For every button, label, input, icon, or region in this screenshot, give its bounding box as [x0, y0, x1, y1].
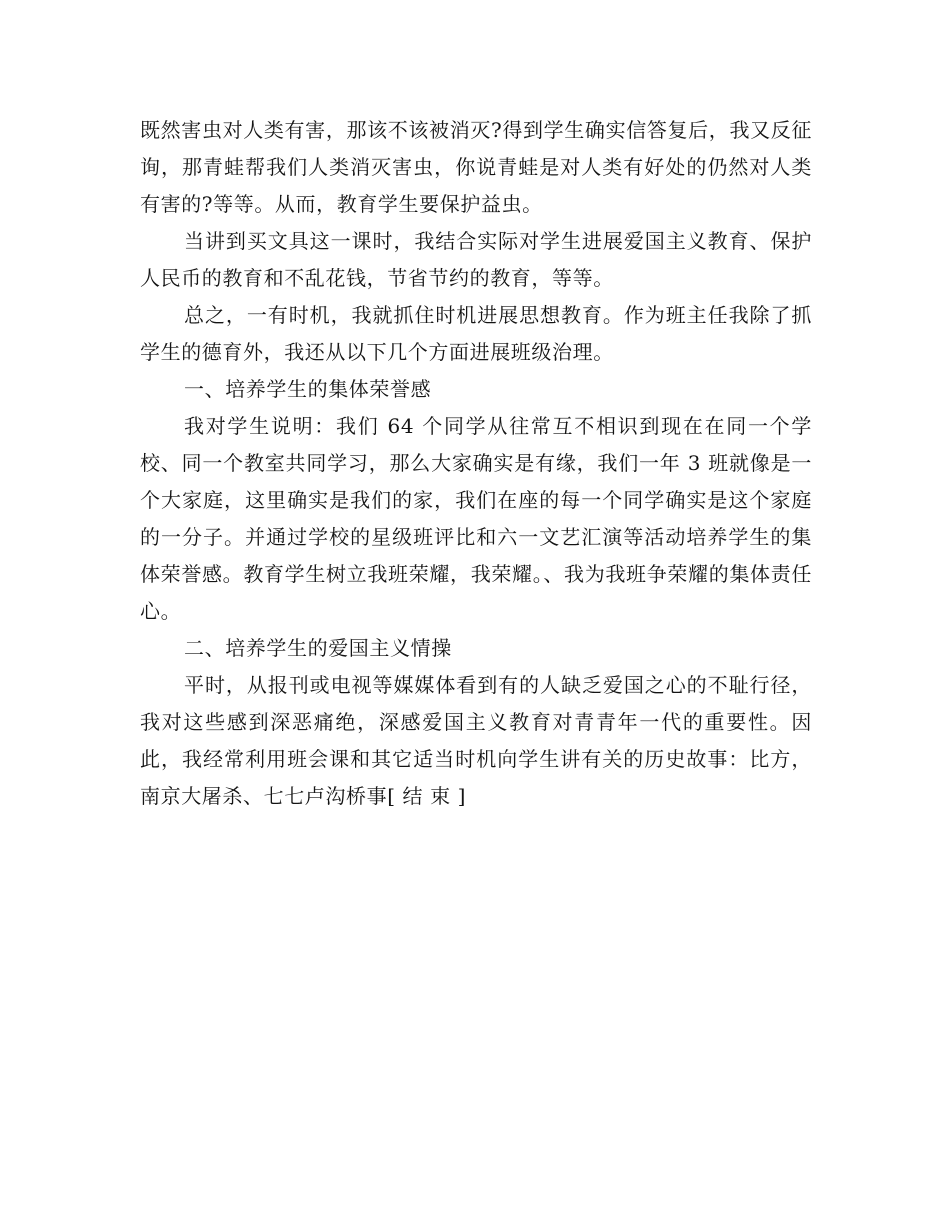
paragraph: 我对学生说明：我们 64 个同学从往常互不相识到现在在同一个学校、同一个教室共同学习，那么大家确实是有缘，我们一年 3 班就像是一个大家庭，这里确实是我们的家，我们在座的每一个同学确实是这个家庭的一分子。并通过学校的星级班评比和六一文艺汇演等活动培养学生的集体荣誉感。教育学生树立我班荣耀，我荣耀。、我为我班争荣耀的集体责任心。: [140, 414, 812, 623]
paragraph: 平时，从报刊或电视等媒媒体看到有的人缺乏爱国之心的不耻行径，我对这些感到深恶痛绝，深感爱国主义教育对青青年一代的重要性。因此，我经常利用班会课和其它适当时机向学生讲有关的历史故事：比方，南京大屠杀、七七卢沟桥事[ 结 束 ]: [140, 673, 812, 808]
section-heading: 一、培养学生的集体荣誉感: [184, 377, 432, 401]
paragraph: 当讲到买文具这一课时，我结合实际对学生进展爱国主义教育、保护人民币的教育和不乱花钱，节省节约的教育，等等。: [140, 229, 812, 290]
document-body: [140, 112, 812, 815]
paragraph: 总之，一有时机，我就抓住时机进展思想教育。作为班主任我除了抓学生的德育外，我还从以下几个方面进展班级治理。: [140, 303, 812, 364]
paragraph: 既然害虫对人类有害，那该不该被消灭?得到学生确实信答复后，我又反征询，那青蛙帮我们人类消灭害虫，你说青蛙是对人类有好处的仍然对人类有害的?等等。从而，教育学生要保护益虫。: [140, 118, 812, 216]
section-heading: 二、培养学生的爱国主义情操: [184, 636, 452, 660]
